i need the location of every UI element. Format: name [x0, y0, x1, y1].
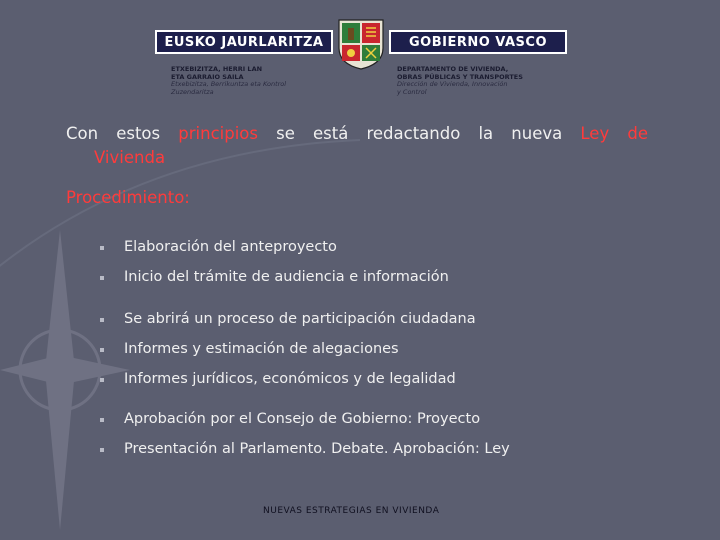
bullet-icon [100, 348, 104, 352]
left-banner: EUSKO JAURLARITZA [155, 30, 333, 54]
coat-of-arms-icon [336, 18, 386, 70]
intro-highlight-law: Ley de [580, 124, 648, 143]
right-dept-line2: OBRAS PÚBLICAS Y TRANSPORTES [397, 72, 523, 81]
footer-text: NUEVAS ESTRATEGIAS EN VIVIENDA [263, 506, 440, 516]
left-dept-line1: ETXEBIZITZA, HERRI LAN [171, 65, 263, 73]
left-sub-line1: Etxebizitza, Berrikuntza eta Kontrol [171, 80, 287, 88]
list-item: Se abrirá un proceso de participación ciudadana [100, 304, 660, 334]
right-sub-line1: Dirección de Vivienda, Innovación [397, 80, 508, 88]
government-logo [155, 18, 567, 108]
list-item: Inicio del trámite de audiencia e información [100, 262, 660, 292]
list-item: Aprobación por el Consejo de Gobierno: Proyecto [100, 404, 660, 434]
intro-paragraph [66, 122, 648, 146]
right-sub-line2: y Control [397, 87, 427, 96]
left-department [171, 66, 321, 96]
right-banner: GOBIERNO VASCO [389, 30, 567, 54]
intro-highlight-housing: Vivienda [94, 148, 166, 167]
left-dept-line2: ETA GARRAIO SAILA [171, 72, 244, 81]
left-sub-line2: Zuzendaritza [171, 87, 214, 96]
right-department [397, 66, 557, 96]
procedure-title: Procedimiento: [66, 188, 190, 207]
bullet-icon [100, 448, 104, 452]
list-item: Presentación al Parlamento. Debate. Aprobación: Ley [100, 434, 660, 464]
bullet-icon [100, 246, 104, 250]
procedure-steps-list [100, 232, 660, 464]
intro-highlight-principles: principios [178, 124, 258, 143]
intro-text-2: se está redactando la nueva [257, 124, 581, 143]
bullet-icon [100, 276, 104, 280]
bullet-icon [100, 378, 104, 382]
intro-text-1: Con estos [66, 124, 179, 143]
list-item: Informes y estimación de alegaciones [100, 334, 660, 364]
list-item: Informes jurídicos, económicos y de legalidad [100, 364, 660, 394]
bullet-icon [100, 418, 104, 422]
bullet-icon [100, 318, 104, 322]
right-dept-line1: DEPARTAMENTO DE VIVIENDA, [397, 65, 509, 73]
list-item: Elaboración del anteproyecto [100, 232, 660, 262]
